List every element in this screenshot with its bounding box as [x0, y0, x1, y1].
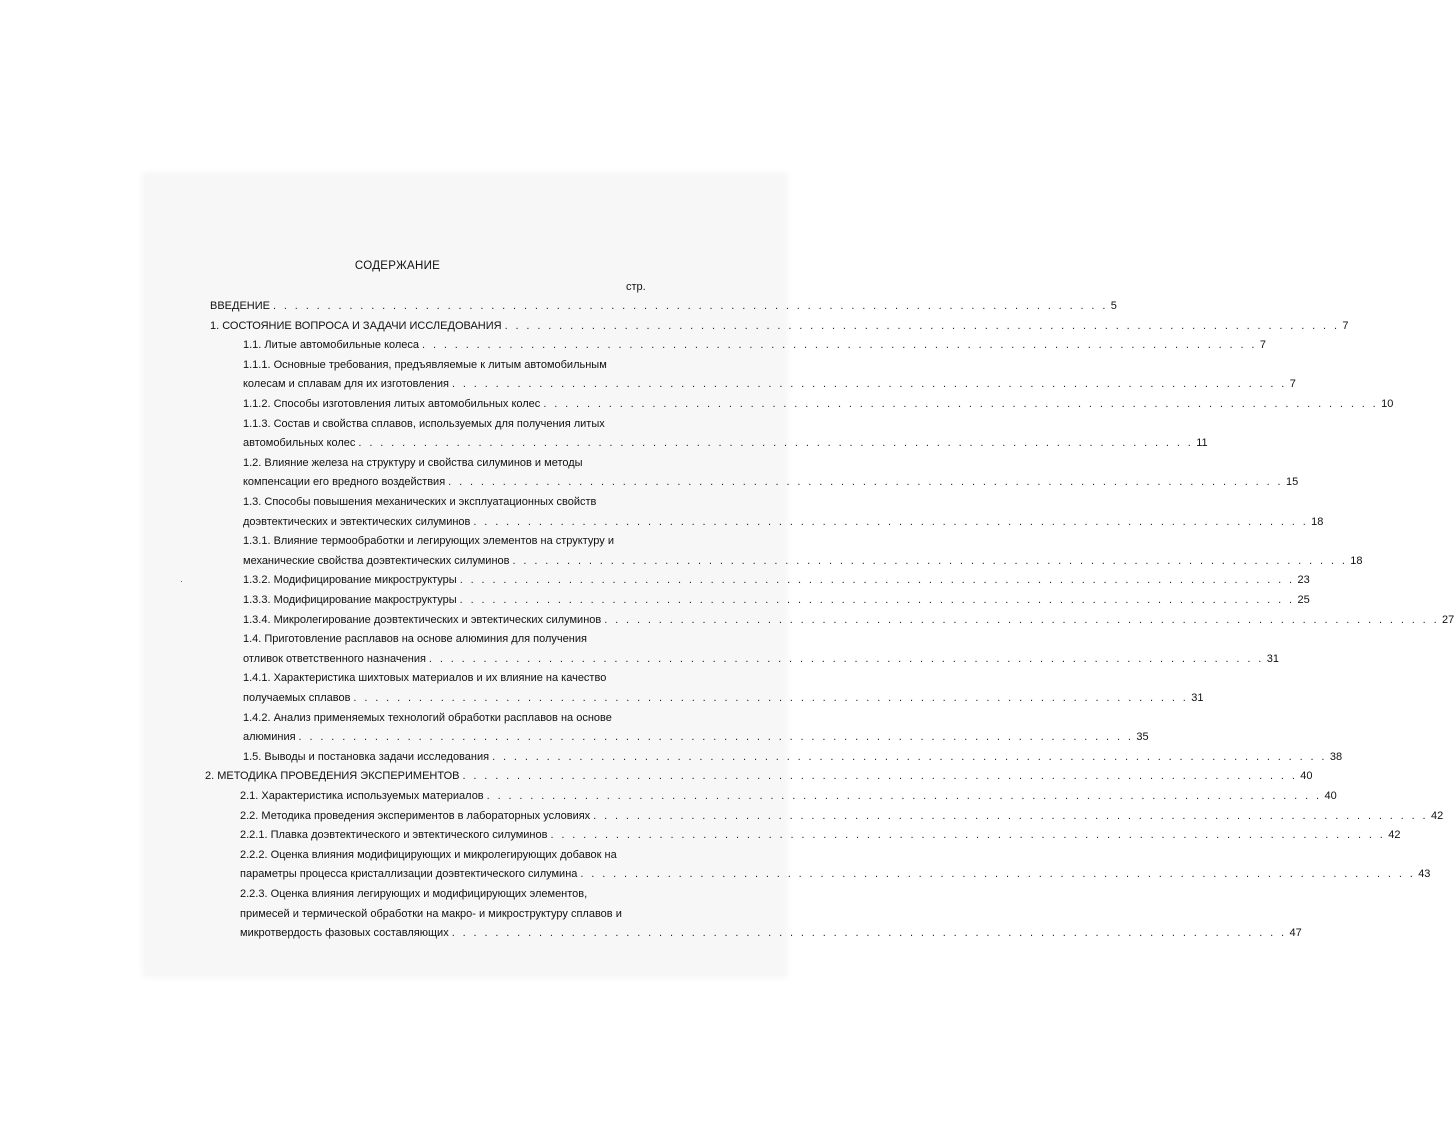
toc-entry-text: 1.3.3. Модифицирование макроструктуры — [243, 594, 457, 606]
page-title: СОДЕРЖАНИЕ — [354, 260, 441, 272]
toc-entry-text: 1.3. Способы повышения механических и эксплуатационных свойств — [243, 496, 597, 508]
toc-entry[interactable] — [243, 356, 1296, 395]
toc-entry[interactable] — [243, 591, 1310, 611]
toc-entry-text: микротвердость фазовых составляющих — [240, 927, 449, 940]
page-column-label: стр. — [626, 281, 646, 293]
toc-entry[interactable] — [243, 630, 1279, 669]
toc-entry-text: 1.1. Литые автомобильные колеса — [243, 339, 420, 352]
dot-leader — [429, 653, 1264, 665]
toc-page-number: 31 — [1191, 691, 1204, 704]
toc-entry-text: отливок ответственного назначения — [243, 652, 426, 665]
toc-page-number: 42 — [1430, 809, 1444, 822]
toc-entry-text: получаемых сплавов — [243, 691, 351, 704]
toc-page-number: 10 — [1381, 398, 1394, 410]
toc-page-number: 23 — [1297, 574, 1310, 587]
toc-entry-text: 1.4. Приготовление расплавов на основе алюминия для получения — [243, 633, 587, 646]
toc-entry-last-line — [210, 297, 1117, 317]
toc-entry[interactable] — [243, 748, 1343, 768]
toc-entry-text: 2.1. Характеристика используемых материалов — [240, 790, 484, 802]
toc-entry-last-line — [243, 336, 1266, 356]
toc-entry-last-line — [240, 787, 1337, 807]
toc-page-number: 42 — [1388, 829, 1401, 842]
toc-entry-last-line — [210, 317, 1349, 337]
dot-leader — [299, 731, 1134, 743]
toc-page-number: 15 — [1285, 476, 1299, 489]
dot-leader — [604, 614, 1439, 626]
toc-entry-text: алюминия — [243, 731, 296, 744]
toc-entry-last-line — [205, 767, 1313, 787]
dot-leader — [492, 751, 1327, 763]
toc-page-number: 18 — [1350, 554, 1363, 567]
toc-entry-last-line — [243, 434, 1208, 454]
toc-entry-text: 1.2. Влияние железа на структуру и свойства силуминов и методы — [243, 456, 583, 469]
toc-entry[interactable] — [243, 493, 1324, 532]
dot-leader — [593, 810, 1428, 822]
dot-leader — [580, 868, 1415, 880]
dot-leader — [358, 437, 1193, 449]
toc-entry-text: 1.3.4. Микролегирование доэвтектических и эвтектических силуминов — [243, 613, 602, 626]
dot-leader — [505, 320, 1340, 332]
toc-entry-last-line — [243, 650, 1279, 670]
toc-entry-last-line — [243, 552, 1363, 572]
toc-page-number: 43 — [1418, 868, 1431, 881]
toc-entry-last-line — [243, 513, 1324, 533]
toc-entry-text: колесам и сплавам для их изготовления — [243, 378, 449, 391]
toc-entry-text: 1.1.2. Способы изготовления литых автомобильных колес — [243, 398, 541, 410]
dot-leader — [513, 555, 1348, 567]
toc-page-number: 11 — [1196, 437, 1208, 450]
toc-entry[interactable] — [240, 846, 1431, 885]
dot-leader — [550, 829, 1385, 841]
dot-leader — [452, 927, 1287, 939]
toc-entry[interactable] — [243, 532, 1363, 571]
toc-entry-text: 2.2.1. Плавка доэвтектического и эвтектического силуминов — [240, 829, 548, 842]
dot-leader — [448, 476, 1283, 488]
toc-page-number: 40 — [1300, 770, 1313, 783]
toc-page-number: 35 — [1136, 731, 1149, 744]
toc-entry-text: механические свойства доэвтектических силуминов — [243, 554, 510, 567]
toc-entry-text: автомобильных колес — [243, 437, 356, 450]
toc-entry-last-line — [240, 865, 1431, 885]
toc-entry-text: 1.1.3. Состав и свойства сплавов, используемых для получения литых — [243, 417, 605, 430]
toc-entry-last-line — [243, 728, 1149, 748]
toc-entry[interactable] — [243, 571, 1310, 591]
toc-entry-text: 1.5. Выводы и постановка задачи исследования — [243, 750, 490, 763]
toc-page-number: 47 — [1289, 927, 1302, 940]
toc-entry-last-line — [243, 571, 1310, 591]
toc-entry-text: 1. СОСТОЯНИЕ ВОПРОСА И ЗАДАЧИ ИССЛЕДОВАНИЯ — [210, 319, 502, 332]
toc-page-number: 40 — [1324, 790, 1337, 802]
toc-page-number: 5 — [1110, 300, 1117, 312]
toc-entry-last-line — [243, 395, 1394, 415]
toc-entry-text: 1.3.2. Модифицирование микроструктуры — [243, 574, 457, 587]
toc-entry-last-line — [243, 611, 1454, 631]
toc-entry[interactable] — [240, 885, 1302, 944]
toc-entry[interactable] — [243, 395, 1394, 415]
dot-leader — [460, 594, 1295, 606]
toc-entry[interactable] — [240, 787, 1337, 807]
toc-entry-last-line — [240, 924, 1302, 944]
dot-leader — [543, 398, 1378, 410]
toc-entry-text: 2. МЕТОДИКА ПРОВЕДЕНИЯ ЭКСПЕРИМЕНТОВ — [205, 770, 460, 783]
toc-page-number: 18 — [1311, 515, 1324, 528]
toc-page-number: 31 — [1266, 652, 1279, 665]
toc-entry-text: компенсации его вредного воздействия — [243, 476, 446, 489]
toc-entry-last-line — [243, 748, 1343, 768]
dot-leader — [452, 378, 1287, 390]
toc-page-number: 27 — [1442, 613, 1454, 626]
toc-entry[interactable] — [243, 454, 1299, 493]
dot-leader — [487, 790, 1322, 802]
toc-entry[interactable] — [240, 826, 1401, 846]
toc-page-number: 7 — [1259, 339, 1266, 352]
toc-page-number: 38 — [1329, 750, 1343, 763]
dot-leader — [422, 339, 1257, 351]
dot-leader — [460, 574, 1295, 586]
toc-page-number: 7 — [1342, 319, 1349, 332]
dot-leader — [273, 300, 1108, 312]
toc-entry[interactable] — [240, 807, 1444, 827]
dot-leader — [462, 770, 1297, 782]
toc-entry-text: параметры процесса кристаллизации доэвтектического силумина — [240, 868, 578, 881]
toc-page-number: 25 — [1297, 594, 1310, 606]
toc-entry[interactable] — [243, 611, 1454, 631]
toc-entry-text: 2.2.3. Оценка влияния легирующих и модифицирующих элементов, — [240, 888, 588, 900]
toc-entry-text: 1.4.2. Анализ применяемых технологий обработки расплавов на основе — [243, 711, 612, 724]
toc-entry[interactable] — [205, 767, 1313, 787]
toc-entry-text: примесей и термической обработки на макро- и микроструктуру сплавов и — [240, 907, 622, 920]
toc-entry-text: 2.2.2. Оценка влияния модифицирующих и микролегирующих добавок на — [240, 848, 617, 861]
toc-entry[interactable] — [243, 415, 1208, 454]
toc-entry-last-line — [243, 473, 1299, 493]
toc-entry-last-line — [243, 375, 1296, 395]
toc-entry-last-line — [240, 826, 1401, 846]
toc-entry[interactable] — [210, 297, 1117, 317]
toc-entry-last-line — [243, 591, 1310, 611]
toc-entry-text: 1.4.1. Характеристика шихтовых материалов и их влияние на качество — [243, 672, 607, 685]
toc-page-number: 7 — [1289, 378, 1296, 391]
toc-entry-last-line — [240, 807, 1444, 827]
scan-speck: · — [180, 576, 183, 586]
dot-leader — [353, 692, 1188, 704]
toc-entry[interactable] — [243, 669, 1204, 708]
toc-entry[interactable] — [243, 336, 1266, 356]
toc-entry-last-line — [243, 689, 1204, 709]
dot-leader — [473, 516, 1308, 528]
toc-entry[interactable] — [243, 709, 1149, 748]
toc-entry-text: 2.2. Методика проведения экспериментов в лабораторных условиях — [240, 809, 591, 822]
toc-entry-text: 1.3.1. Влияние термообработки и легирующих элементов на структуру и — [243, 535, 614, 548]
toc-entry-text: доэвтектических и эвтектических силуминов — [243, 515, 471, 528]
toc-entry[interactable] — [210, 317, 1349, 337]
toc-entry-text: ВВЕДЕНИЕ — [210, 300, 270, 312]
toc-entry-text: 1.1.1. Основные требования, предъявляемые к литым автомобильным — [243, 358, 607, 371]
